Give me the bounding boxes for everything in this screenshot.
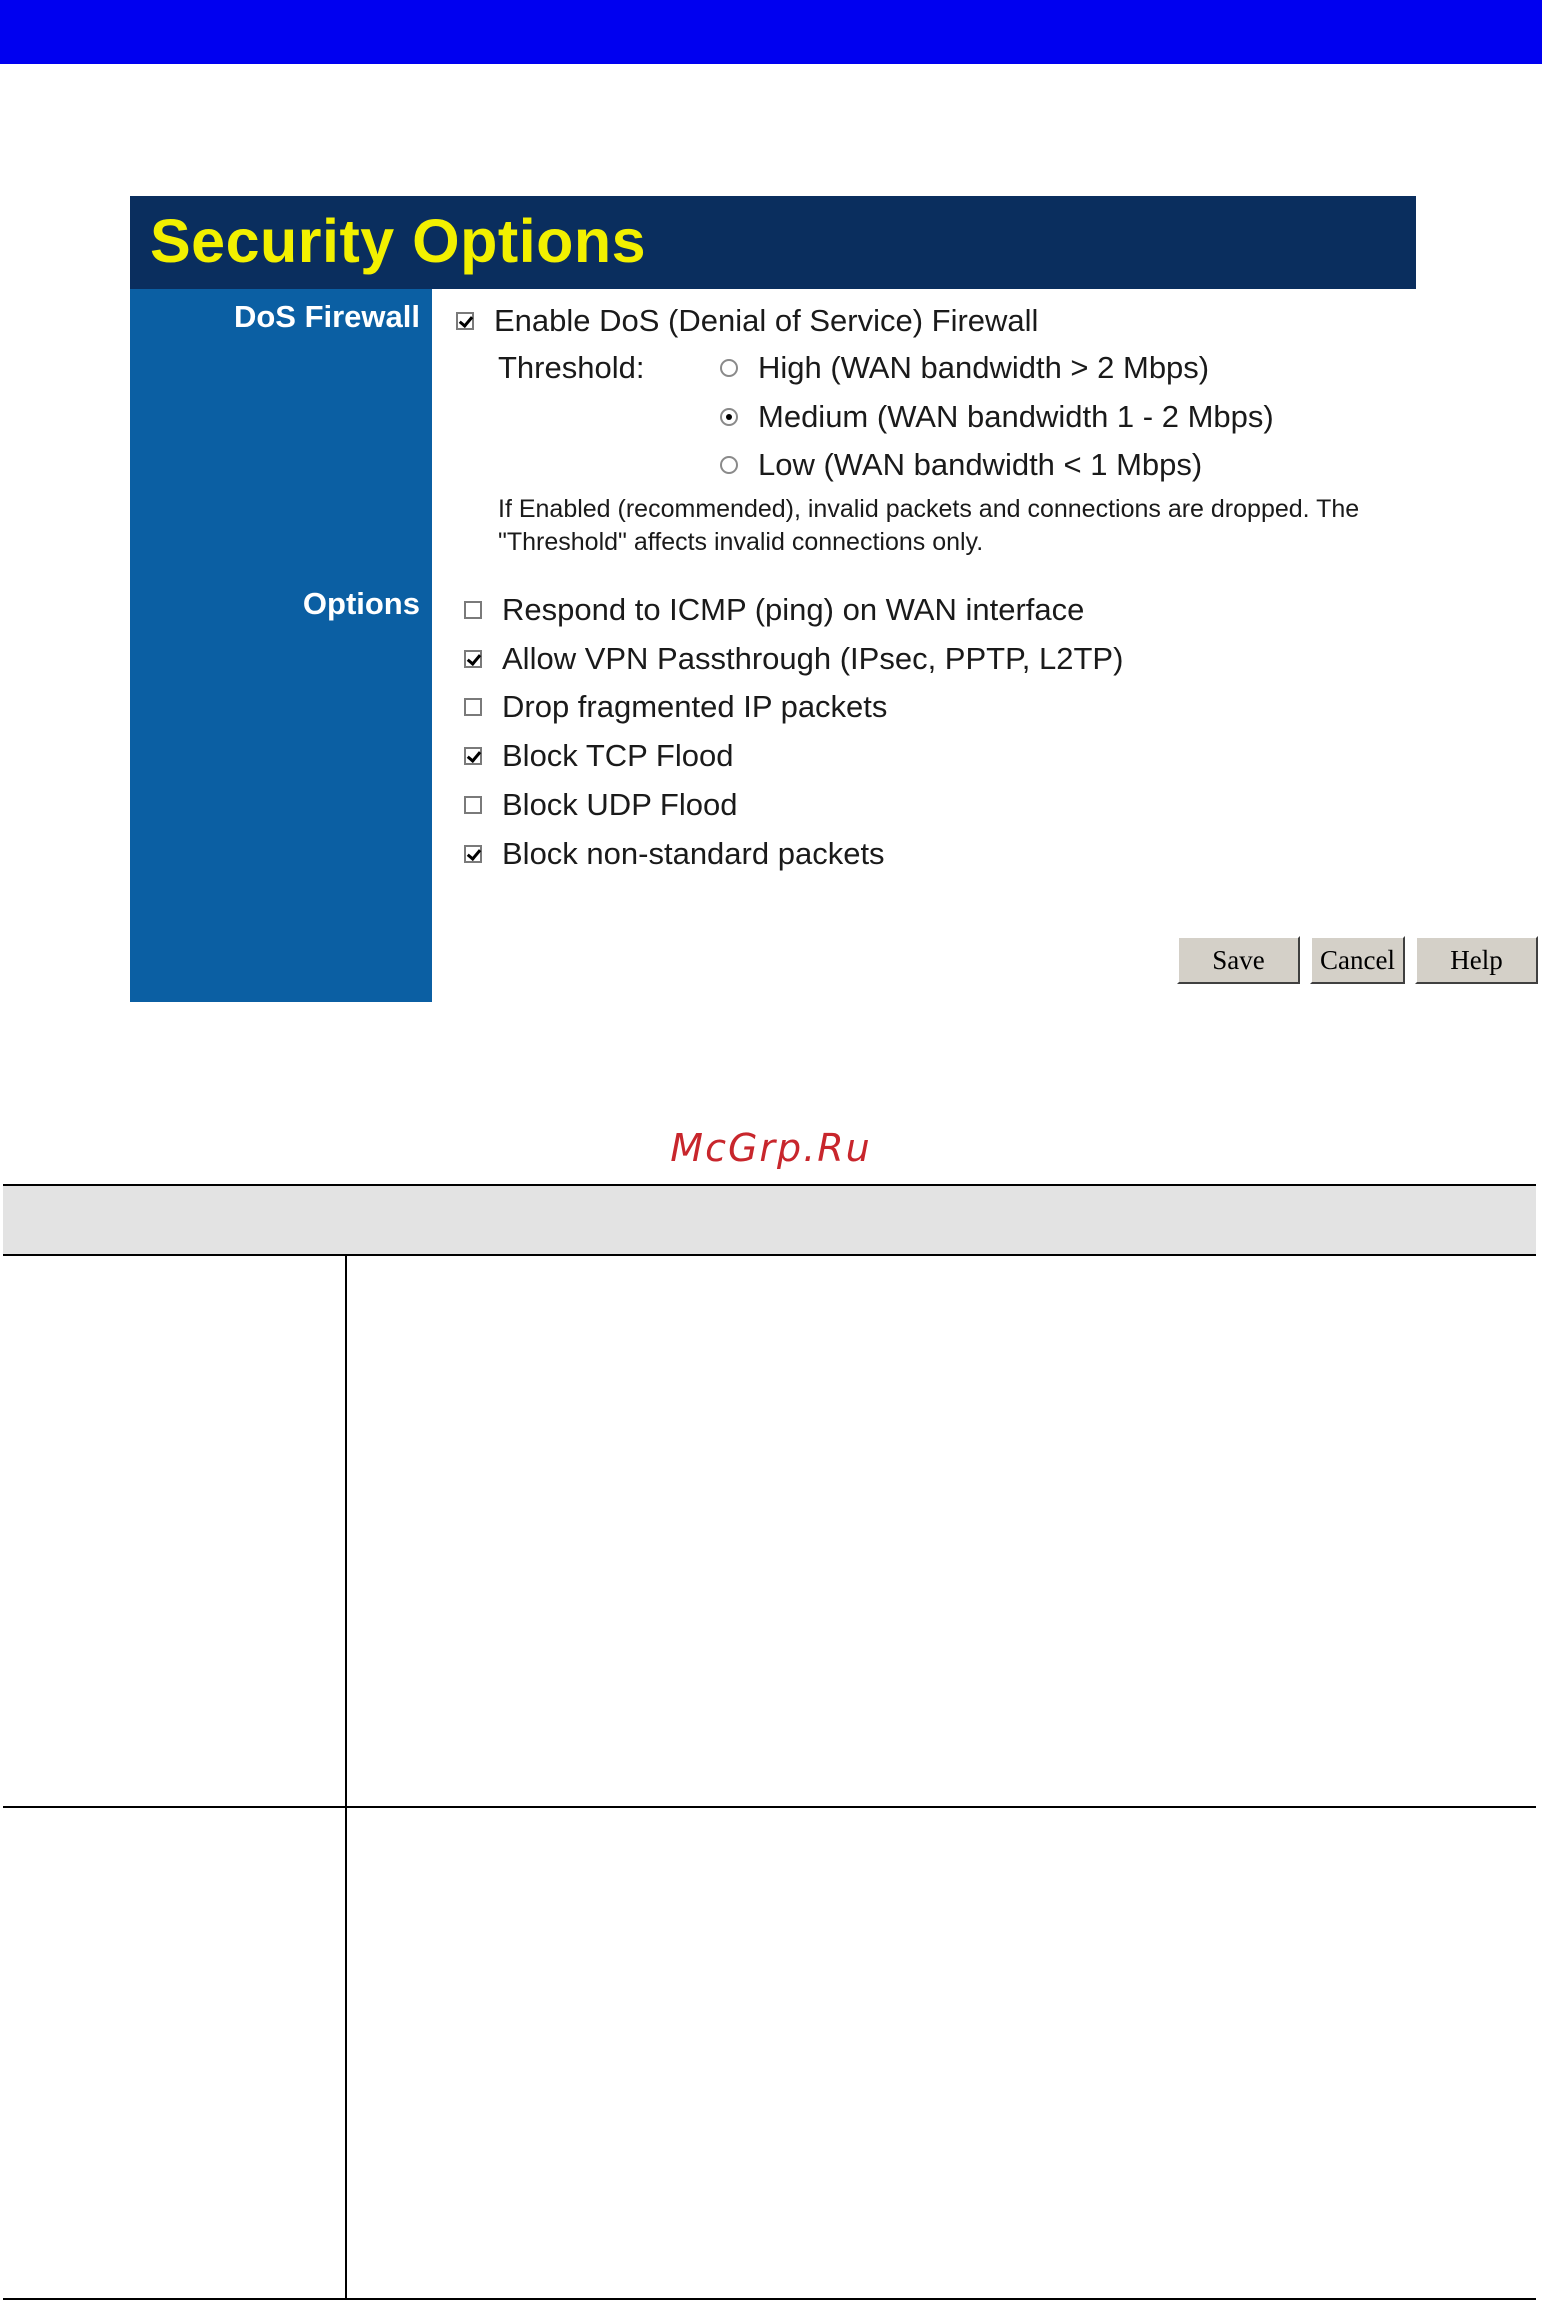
dos-enable-label: Enable DoS (Denial of Service) Firewall <box>494 303 1039 338</box>
option-block-tcp-flood-checkbox[interactable] <box>464 747 482 765</box>
dos-help-note: If Enabled (recommended), invalid packets and connections are dropped. The "Threshold" affects invalid connections only. <box>498 495 1360 556</box>
save-button[interactable]: Save <box>1177 936 1300 984</box>
option-respond-icmp-checkbox[interactable] <box>464 601 482 619</box>
threshold-low-option[interactable] <box>720 447 1202 483</box>
dos-enable-checkbox[interactable] <box>456 312 474 330</box>
option-block-tcp-flood[interactable]: Block TCP Flood <box>464 738 733 774</box>
table-column-divider <box>345 1256 347 2300</box>
threshold-low-radio[interactable] <box>720 456 738 474</box>
help-button[interactable]: Help <box>1415 936 1538 984</box>
settings-content <box>432 289 1503 1002</box>
option-vpn-passthrough-checkbox[interactable] <box>464 650 482 668</box>
cancel-button[interactable]: Cancel <box>1310 936 1405 984</box>
watermark-text: McGrp.Ru <box>670 1126 872 1170</box>
section-label-dos-firewall: DoS Firewall <box>233 299 420 334</box>
option-block-nonstandard[interactable]: Block non-standard packets <box>464 836 885 872</box>
table-row-divider <box>3 1806 1536 1808</box>
top-banner <box>0 0 1542 64</box>
threshold-high-radio[interactable] <box>720 359 738 377</box>
option-block-udp-flood[interactable]: Block UDP Flood <box>464 787 737 823</box>
table-header-row <box>3 1184 1536 1256</box>
section-label-options: Options <box>302 586 420 621</box>
option-block-nonstandard-checkbox[interactable] <box>464 845 482 863</box>
option-drop-fragmented-checkbox[interactable] <box>464 698 482 716</box>
threshold-label: Threshold: <box>498 350 645 385</box>
option-block-udp-flood-checkbox[interactable] <box>464 796 482 814</box>
option-respond-icmp[interactable]: Respond to ICMP (ping) on WAN interface <box>464 592 1084 628</box>
page-title: Security Options <box>150 207 647 275</box>
section-sidebar <box>130 289 432 1002</box>
option-vpn-passthrough[interactable]: Allow VPN Passthrough (IPsec, PPTP, L2TP) <box>464 641 1123 677</box>
security-options-panel <box>130 196 1503 1002</box>
option-drop-fragmented[interactable]: Drop fragmented IP packets <box>464 689 887 725</box>
dos-enable-row[interactable] <box>456 303 1038 339</box>
threshold-high-label: High (WAN bandwidth > 2 Mbps) <box>758 350 1210 385</box>
threshold-medium-label: Medium (WAN bandwidth 1 - 2 Mbps) <box>758 399 1274 434</box>
threshold-high-option[interactable] <box>720 350 1209 386</box>
threshold-low-label: Low (WAN bandwidth < 1 Mbps) <box>758 447 1203 482</box>
threshold-medium-option[interactable] <box>720 399 1274 435</box>
panel-title-bar <box>130 196 1416 289</box>
threshold-medium-radio[interactable] <box>720 408 738 426</box>
